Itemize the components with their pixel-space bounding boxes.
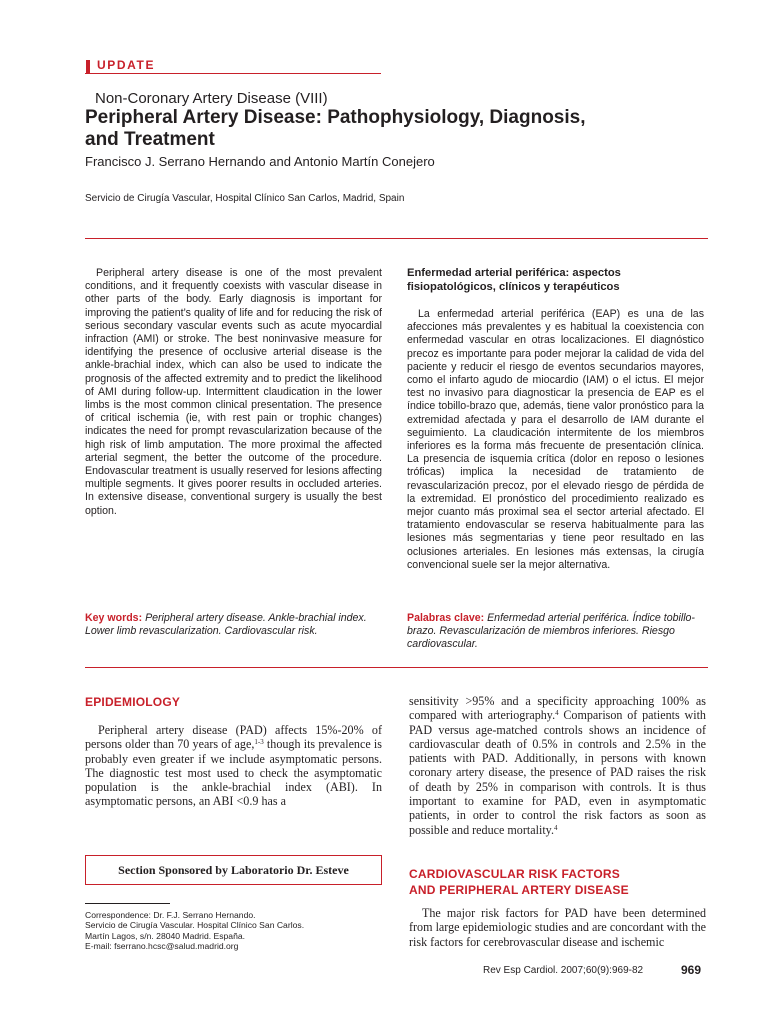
right-text-a: sensitivity >95% and a specificity approaching 100% as compared with arteriography. — [409, 694, 706, 723]
series-title: Non-Coronary Artery Disease (VIII) — [95, 90, 328, 107]
header-rule — [85, 73, 381, 74]
risk-factors-heading-line-2: AND PERIPHERAL ARTERY DISEASE — [409, 883, 629, 897]
risk-factors-heading-line-1: CARDIOVASCULAR RISK FACTORS — [409, 867, 620, 881]
abstract-spanish-title-line-2: fisiopatológicos, clínicos y terapéuticos — [407, 281, 620, 293]
epidemiology-heading: EPIDEMIOLOGY — [85, 695, 181, 709]
abstract-english — [85, 267, 382, 518]
footnote-rule — [85, 903, 170, 904]
page-number: 969 — [681, 963, 702, 977]
epidemiology-body — [85, 723, 382, 809]
abstract-spanish-title-line-1: Enfermedad arterial periférica: aspectos — [407, 267, 621, 279]
risk-factors-paragraph: The major risk factors for PAD have been determined from large epidemiologic studies and are concordant with the risk factors for cerebrovascular disease and ischemic — [409, 906, 706, 949]
epidemiology-text-a: Peripheral artery disease (PAD) affects 15%-20% of persons older than 70 years of age, — [85, 723, 382, 752]
article-title — [85, 107, 685, 151]
abstract-spanish-text: La enfermedad arterial periférica (EAP) es una de las afecciones más prevalentes y es habitual la coexistencia con enfermedad vascular en otras localizaciones. El diagnóstico precoz es importante para poder mejorar la calidad de vida del paciente y reducir el riesgo de eventos secundarios mayores, como el infarto agudo de miocardio (IAM) o el ictus. El mejor test no invasivo para diagnosticar la presencia de EAP es el índice tobillo-brazo que, además, tiene valor pronóstico para la extremidad afectada y para el desarrollo de IAM durante el seguimiento. La claudicación intermitente de los miembros inferiores es la forma más frecuente de presentación clínica. La presencia de isquemia crítica (dolor en reposo o lesiones tróficas) implica la necesidad de tratamiento de revascularización precoz, por el elevado riesgo de pérdida de la extremidad. El pronóstico del procedimiento realizado es mejor cuanto más proximal sea el sector arterial afectado. El tratamiento endovascular se reserva habitualmente para las lesiones más segmentarias y tiene peor resultado en las oclusiones arteriales. En lesiones más extensas, la cirugía convencional suele ser la mejor alternativa. — [407, 308, 704, 571]
affiliation: Servicio de Cirugía Vascular, Hospital Clínico San Carlos, Madrid, Spain — [85, 193, 405, 204]
correspondence — [85, 910, 385, 952]
abstract-spanish-title — [407, 266, 707, 294]
keywords-spanish — [407, 612, 704, 652]
correspondence-email: E-mail: fserrano.hcsc@salud.madrid.org — [85, 941, 239, 952]
section-label: UPDATE — [97, 58, 156, 72]
citation-ref: 4 — [553, 823, 558, 832]
abstract-rule — [85, 667, 708, 668]
palabras-clave-label: Palabras clave: — [407, 612, 485, 624]
citation-ref: 1-3 — [254, 738, 264, 747]
keywords-english — [85, 612, 382, 638]
title-line-2: and Treatment — [85, 129, 215, 150]
section-marker — [86, 60, 90, 73]
correspondence-line-2: Servicio de Cirugía Vascular. Hospital Clínico San Carlos. — [85, 920, 305, 931]
epidemiology-text-b: though its prevalence is probably even greater if we include asymptomatic persons. The diagnostic test most used to check the asymptomatic population is the ankle-brachial index (ABI). In asymptomatic persons, an ABI <0.9 has a — [85, 737, 382, 809]
journal-citation: Rev Esp Cardiol. 2007;60(9):969-82 — [483, 965, 644, 976]
risk-factors-heading — [409, 866, 629, 898]
risk-body-top — [409, 694, 706, 837]
sponsor-box: Section Sponsored by Laboratorio Dr. Esteve — [85, 855, 382, 885]
epidemiology-paragraph — [85, 723, 382, 809]
palabras-clave-text: Enfermedad arterial periférica. Índice tobillo-brazo. Revascularización de miembros inferiores. Riesgo cardiovascular. — [407, 612, 695, 651]
keywords-text: Peripheral artery disease. Ankle-brachial index. Lower limb revascularization. Cardiovascular risk. — [85, 612, 367, 638]
correspondence-line-3: Martín Lagos, s/n. 28040 Madrid. España. — [85, 930, 246, 941]
keywords-label: Key words: — [85, 612, 143, 624]
right-paragraph-1 — [409, 694, 706, 837]
authors: Francisco J. Serrano Hernando and Antonio Martín Conejero — [85, 154, 435, 169]
abstract-spanish — [407, 308, 704, 572]
title-line-1: Peripheral Artery Disease: Pathophysiology, Diagnosis, — [85, 107, 586, 128]
abstract-english-text: Peripheral artery disease is one of the most prevalent conditions, and it frequently coexists with vascular disease in other parts of the body. Early diagnosis is important for improving the patient’s quality of life and for reducing the risk of serious secondary vascular events such as acute myocardial infraction (AMI) or stroke. The best noninvasive measure for identifying the presence of occlusive arterial disease is the ankle-brachial index, which can also be used to indicate the prognosis of the affected extremity and to predict the likelihood of AMI during follow-up. Intermittent claudication in the lower limbs is the most common clinical presentation. The presence of critical ischemia (ie, with rest pain or trophic changes) indicates the need for prompt revascularization because of the high risk of limb amputation. The more proximal the affected arterial segment, the better the outcome of the procedure. Endovascular treatment is usually reserved for lesions affecting multiple segments. It gives poorer results in occluded arteries. In extensive disease, conventional surgery is usually the best option. — [85, 267, 382, 517]
correspondence-line-1: Correspondence: Dr. F.J. Serrano Hernando. — [85, 910, 256, 920]
risk-factors-body — [409, 906, 706, 949]
citation-ref: 4 — [555, 709, 559, 718]
right-text-b: Comparison of patients with PAD versus age-matched controls shows an incidence of cardiovascular death of 0.5% in controls and 2.5% in the patients with PAD. Additionally, in persons with known coronary artery disease, the presence of PAD raises the risk of death by 25% in comparison with controls. It is thus important to examine for PAD, even in asymptomatic patients, in order to control the risk factors as soon as possible and reduce mortality. — [409, 708, 706, 837]
title-rule — [85, 238, 708, 239]
